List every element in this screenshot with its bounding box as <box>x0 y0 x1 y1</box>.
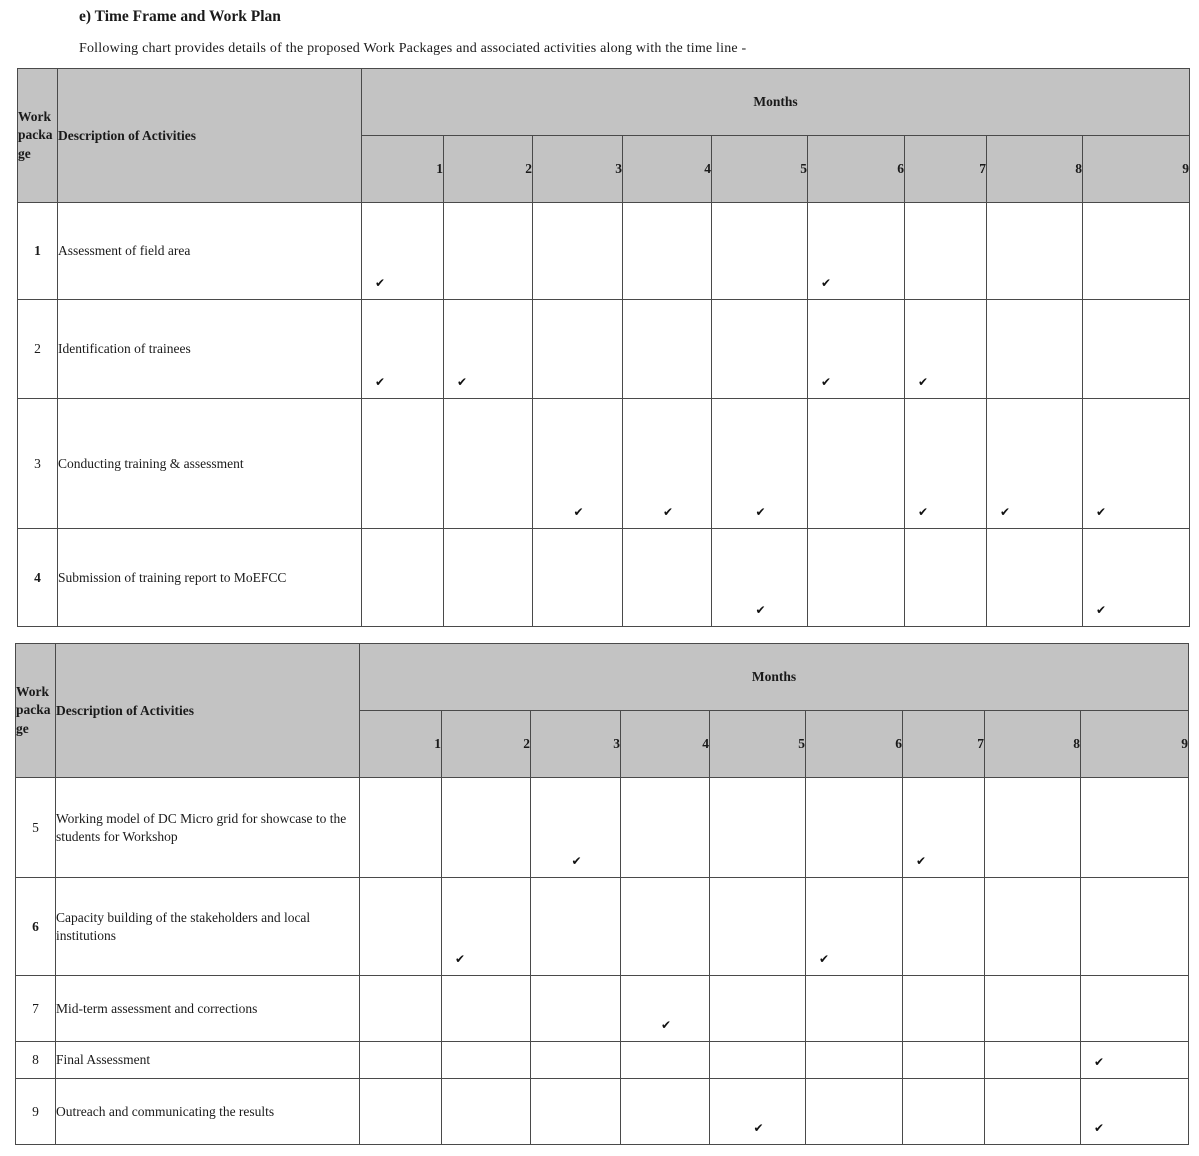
table-row <box>18 203 1190 300</box>
check-icon: ✔ <box>1094 1055 1105 1069</box>
check-icon: ✔ <box>918 505 929 519</box>
work-package-number: 4 <box>18 529 58 627</box>
month-9-cell <box>1081 778 1189 878</box>
check-icon: ✔ <box>457 375 468 389</box>
work-package-number: 9 <box>16 1079 56 1145</box>
month-3-cell <box>531 778 621 878</box>
month-6-cell <box>806 1042 903 1079</box>
check-icon: ✔ <box>573 505 584 519</box>
month-8-cell <box>987 529 1083 627</box>
intro-text: Following chart provides details of the proposed Work Packages and associated activities along with the time line - <box>79 41 747 56</box>
month-8-cell <box>985 976 1081 1042</box>
work-plan-table-1 <box>17 68 1190 627</box>
month-2-cell <box>444 529 533 627</box>
check-icon: ✔ <box>753 1121 764 1135</box>
month-8-header: 8 <box>987 136 1083 203</box>
month-6-cell <box>806 1079 903 1145</box>
month-9-cell <box>1083 529 1190 627</box>
month-9-cell <box>1081 878 1189 976</box>
activity-description: Conducting training & assessment <box>58 399 362 529</box>
month-1-cell <box>360 1079 442 1145</box>
work-package-number: 2 <box>18 300 58 399</box>
check-icon: ✔ <box>1096 505 1107 519</box>
table-row <box>16 878 1189 976</box>
check-icon: ✔ <box>819 952 830 966</box>
month-2-cell <box>444 399 533 529</box>
work-package-number: 5 <box>16 778 56 878</box>
table-row <box>18 300 1190 399</box>
month-7-cell <box>903 878 985 976</box>
month-3-header: 3 <box>533 136 623 203</box>
month-4-cell <box>621 1042 710 1079</box>
month-9-cell <box>1083 300 1190 399</box>
month-2-header: 2 <box>444 136 533 203</box>
header-row <box>18 69 1190 136</box>
check-icon: ✔ <box>821 276 832 290</box>
month-2-cell <box>442 1079 531 1145</box>
work-package-header: Work package <box>16 644 56 778</box>
month-3-cell <box>533 399 623 529</box>
month-5-cell <box>712 300 808 399</box>
work-package-number: 6 <box>16 878 56 976</box>
month-7-cell <box>905 203 987 300</box>
check-icon: ✔ <box>918 375 929 389</box>
month-5-header: 5 <box>710 711 806 778</box>
table-row <box>18 529 1190 627</box>
work-package-number: 1 <box>18 203 58 300</box>
work-package-number: 8 <box>16 1042 56 1079</box>
check-icon: ✔ <box>755 603 766 617</box>
month-7-cell <box>903 1079 985 1145</box>
check-icon: ✔ <box>1000 505 1011 519</box>
month-6-cell <box>806 976 903 1042</box>
month-9-cell <box>1081 1079 1189 1145</box>
month-5-cell <box>710 1042 806 1079</box>
months-header: Months <box>362 69 1190 136</box>
month-4-cell <box>623 300 712 399</box>
month-5-cell <box>710 976 806 1042</box>
check-icon: ✔ <box>375 375 386 389</box>
check-icon: ✔ <box>1094 1121 1105 1135</box>
month-5-header: 5 <box>712 136 808 203</box>
month-7-header: 7 <box>905 136 987 203</box>
month-4-cell <box>623 399 712 529</box>
month-1-cell <box>362 399 444 529</box>
header-row <box>16 644 1189 711</box>
month-9-cell <box>1083 203 1190 300</box>
table-row <box>18 399 1190 529</box>
table-row <box>16 1042 1189 1079</box>
month-6-cell <box>808 399 905 529</box>
month-8-header: 8 <box>985 711 1081 778</box>
month-5-cell <box>710 778 806 878</box>
work-plan-table-2 <box>15 643 1189 1145</box>
month-6-cell <box>808 529 905 627</box>
month-3-cell <box>533 203 623 300</box>
check-icon: ✔ <box>455 952 466 966</box>
month-1-cell <box>360 778 442 878</box>
month-9-header: 9 <box>1083 136 1190 203</box>
month-1-header: 1 <box>362 136 444 203</box>
activity-description: Outreach and communicating the results <box>56 1079 360 1145</box>
month-1-cell <box>360 878 442 976</box>
month-5-cell <box>712 203 808 300</box>
section-heading: e) Time Frame and Work Plan <box>79 8 281 25</box>
activity-description: Final Assessment <box>56 1042 360 1079</box>
description-header: Description of Activities <box>58 69 362 203</box>
month-9-cell <box>1081 1042 1189 1079</box>
month-5-cell <box>710 1079 806 1145</box>
month-5-cell <box>710 878 806 976</box>
month-1-cell <box>362 203 444 300</box>
work-package-number: 7 <box>16 976 56 1042</box>
month-2-cell <box>442 878 531 976</box>
work-package-header: Work package <box>18 69 58 203</box>
description-header: Description of Activities <box>56 644 360 778</box>
month-8-cell <box>987 203 1083 300</box>
month-3-cell <box>531 878 621 976</box>
activity-description: Capacity building of the stakeholders and local institutions <box>56 878 360 976</box>
check-icon: ✔ <box>916 854 927 868</box>
month-8-cell <box>985 1079 1081 1145</box>
month-9-cell <box>1081 976 1189 1042</box>
month-3-cell <box>531 1042 621 1079</box>
month-2-cell <box>442 1042 531 1079</box>
month-6-cell <box>806 778 903 878</box>
month-8-cell <box>985 778 1081 878</box>
month-4-cell <box>621 1079 710 1145</box>
table-row <box>16 976 1189 1042</box>
activity-description: Identification of trainees <box>58 300 362 399</box>
month-8-cell <box>985 1042 1081 1079</box>
month-6-cell <box>808 203 905 300</box>
month-3-cell <box>531 1079 621 1145</box>
month-7-cell <box>903 1042 985 1079</box>
month-3-header: 3 <box>531 711 621 778</box>
table-row <box>16 1079 1189 1145</box>
check-icon: ✔ <box>661 1018 672 1032</box>
month-5-cell <box>712 399 808 529</box>
month-4-header: 4 <box>621 711 710 778</box>
month-7-cell <box>903 778 985 878</box>
month-2-cell <box>444 203 533 300</box>
month-4-header: 4 <box>623 136 712 203</box>
check-icon: ✔ <box>1096 603 1107 617</box>
activity-description: Submission of training report to MoEFCC <box>58 529 362 627</box>
month-2-cell <box>442 976 531 1042</box>
month-6-cell <box>808 300 905 399</box>
month-7-cell <box>905 529 987 627</box>
check-icon: ✔ <box>821 375 832 389</box>
month-1-header: 1 <box>360 711 442 778</box>
month-4-cell <box>621 878 710 976</box>
month-4-cell <box>621 976 710 1042</box>
activity-description: Assessment of field area <box>58 203 362 300</box>
check-icon: ✔ <box>375 276 386 290</box>
month-2-cell <box>442 778 531 878</box>
month-1-cell <box>360 1042 442 1079</box>
check-icon: ✔ <box>755 505 766 519</box>
month-1-cell <box>362 300 444 399</box>
check-icon: ✔ <box>571 854 582 868</box>
check-icon: ✔ <box>663 505 674 519</box>
month-9-cell <box>1083 399 1190 529</box>
work-package-number: 3 <box>18 399 58 529</box>
month-8-cell <box>987 399 1083 529</box>
month-6-cell <box>806 878 903 976</box>
month-3-cell <box>533 529 623 627</box>
month-2-header: 2 <box>442 711 531 778</box>
month-6-header: 6 <box>808 136 905 203</box>
activity-description: Mid-term assessment and corrections <box>56 976 360 1042</box>
month-1-cell <box>360 976 442 1042</box>
month-6-header: 6 <box>806 711 903 778</box>
month-1-cell <box>362 529 444 627</box>
month-4-cell <box>623 203 712 300</box>
month-5-cell <box>712 529 808 627</box>
month-3-cell <box>533 300 623 399</box>
month-4-cell <box>623 529 712 627</box>
month-9-header: 9 <box>1081 711 1189 778</box>
month-8-cell <box>985 878 1081 976</box>
month-8-cell <box>987 300 1083 399</box>
month-7-cell <box>905 300 987 399</box>
months-header: Months <box>360 644 1189 711</box>
activity-description: Working model of DC Micro grid for showcase to the students for Workshop <box>56 778 360 878</box>
month-7-header: 7 <box>903 711 985 778</box>
month-4-cell <box>621 778 710 878</box>
table-row <box>16 778 1189 878</box>
month-7-cell <box>903 976 985 1042</box>
month-2-cell <box>444 300 533 399</box>
month-7-cell <box>905 399 987 529</box>
month-3-cell <box>531 976 621 1042</box>
